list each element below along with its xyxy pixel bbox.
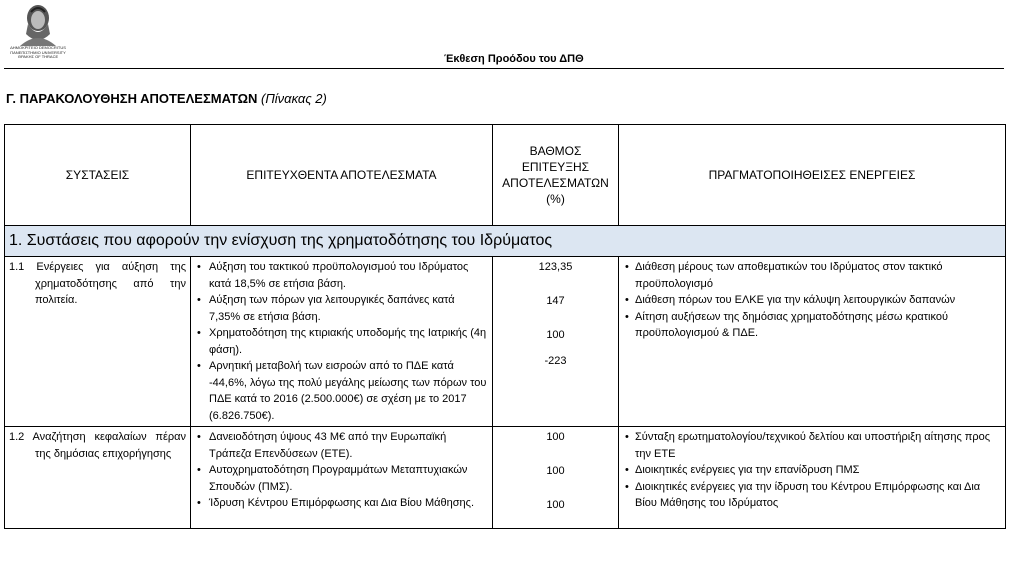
logo-text-line: ΔΗΜΟΚΡΙΤΕΙΟ DEMOCRITUS <box>10 45 66 50</box>
result-item: • Δανειοδότηση ύψους 43 Μ€ από την Ευρωπαϊκή Τράπεζα Επενδύσεων (ΕΤΕ). <box>195 429 488 462</box>
logo-text-line: ΘΡΑΚΗΣ OF THRACE <box>17 54 59 59</box>
table-header-row <box>5 125 1006 226</box>
score-value: -223 <box>544 355 567 367</box>
result-item: • Αύξηση του τακτικού προϋπολογισμού του Ιδρύματος κατά 18,5% σε ετήσια βάση. <box>195 259 488 292</box>
group-title: 1. Συστάσεις που αφορούν την ενίσχυση της χρηματοδότησης του Ιδρύματος <box>5 226 1006 257</box>
header-divider <box>4 68 1004 69</box>
score-value: 100 <box>546 431 565 443</box>
section-subtitle: (Πίνακας 2) <box>261 91 327 106</box>
section-title-text: Γ. ΠΑΡΑΚΟΛΟΥΘΗΣΗ ΑΠΟΤΕΛΕΣΜΑΤΩΝ <box>6 91 258 106</box>
header-recommendations: ΣΥΣΤΑΣΕΙΣ <box>5 125 191 226</box>
recommendation-text: 1.2 Αναζήτηση κεφαλαίων πέραν της δημόσιας επιχορήγησης <box>9 431 186 460</box>
result-item: • Αρνητική μεταβολή των εισροών από το ΠΔΕ κατά -44,6%, λόγω της πολύ μεγάλης μείωσης των πόρων του ΠΔΕ κατά το 2016 (2.500.000€) σε σχέση με το 2017 (6.826.750€). <box>195 358 488 424</box>
democritus-bust-icon <box>6 2 70 46</box>
university-logo <box>6 2 70 64</box>
action-item: • Διοικητικές ενέργειες για την ίδρυση του Κέντρου Επιμόρφωσης και Δια Βίου Μάθησης του Ιδρύματος <box>623 479 1001 512</box>
report-header-title: Έκθεση Προόδου του ΔΠΘ <box>444 53 584 65</box>
action-item: • Αίτηση αυξήσεων της δημόσιας χρηματοδότησης μέσω κρατικού προϋπολογισμού & ΠΔΕ. <box>623 309 1001 342</box>
result-item: • Αυτοχρηματοδότηση Προγραμμάτων Μεταπτυχιακών Σπουδών (ΠΜΣ). <box>195 462 488 495</box>
results-table <box>4 124 1006 529</box>
recommendation-text: 1.1 Ενέργειες για αύξηση της χρηματοδότησης από την πολιτεία. <box>9 261 186 306</box>
section-title <box>6 91 327 106</box>
table-row <box>5 257 1006 427</box>
score-value: 100 <box>546 499 565 511</box>
result-item: • Χρηματοδότηση της κτιριακής υποδομής της Ιατρικής (4η φάση). <box>195 325 488 358</box>
group-row <box>5 226 1006 257</box>
logo-text-line: ΠΑΝΕΠΙΣΤΗΜΙΟ UNIVERSITY <box>10 49 66 55</box>
score-value: 100 <box>546 465 565 477</box>
action-item: • Διοικητικές ενέργειες για την επανίδρυση ΠΜΣ <box>623 462 1001 479</box>
action-item: • Διάθεση μέρους των αποθεματικών του Ιδρύματος στον τακτικό προϋπολογισμό <box>623 259 1001 292</box>
table-row <box>5 427 1006 529</box>
score-value: 100 <box>546 329 565 341</box>
score-value: 147 <box>546 295 565 307</box>
action-item: • Διάθεση πόρων του ΕΛΚΕ για την κάλυψη λειτουργικών δαπανών <box>623 292 1001 309</box>
header-actions: ΠΡΑΓΜΑΤΟΠΟΙΗΘΕΙΣΕΣ ΕΝΕΡΓΕΙΕΣ <box>619 125 1006 226</box>
header-results: ΕΠΙΤΕΥΧΘΕΝΤΑ ΑΠΟΤΕΛΕΣΜΑΤΑ <box>191 125 493 226</box>
result-item: • Αύξηση των πόρων για λειτουργικές δαπάνες κατά 7,35% σε ετήσια βάση. <box>195 292 488 325</box>
header-achievement: ΒΑΘΜΟΣ ΕΠΙΤΕΥΞΗΣ ΑΠΟΤΕΛΕΣΜΑΤΩΝ (%) <box>493 125 619 226</box>
action-item: • Σύνταξη ερωτηματολογίου/τεχνικού δελτίου και υποστήριξη αίτησης προς την ΕΤΕ <box>623 429 1001 462</box>
result-item: • Ίδρυση Κέντρου Επιμόρφωσης και Δια Βίου Μάθησης. <box>195 495 488 512</box>
score-value: 123,35 <box>538 261 573 273</box>
